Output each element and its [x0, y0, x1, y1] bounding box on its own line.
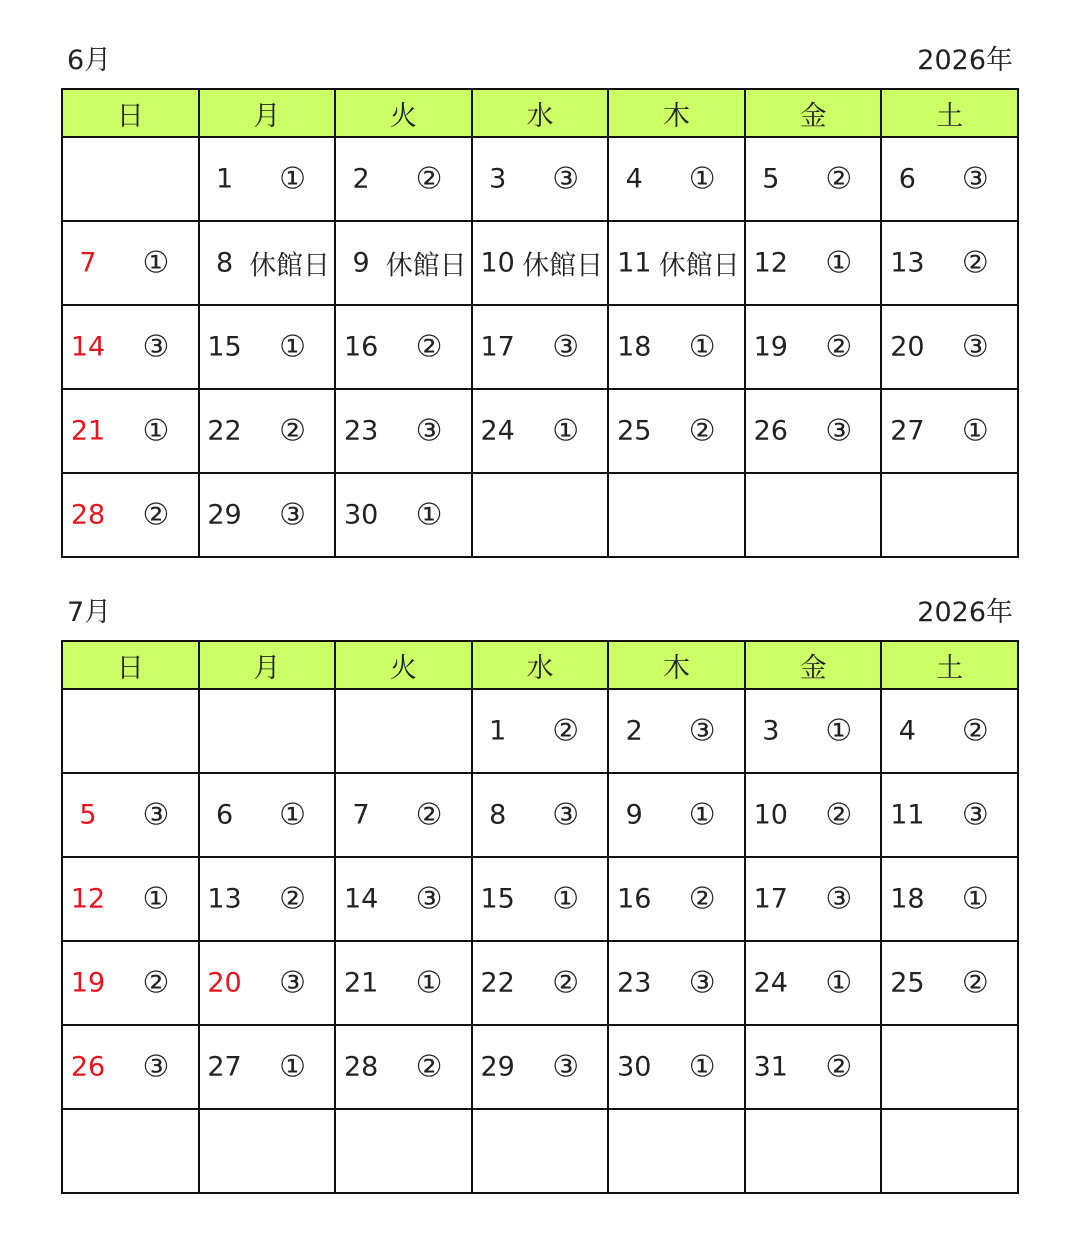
day-number: 14 [343, 883, 379, 915]
schedule-mark: ③ [279, 965, 307, 1001]
schedule-mark: ③ [552, 797, 580, 833]
day-number: 24 [480, 415, 515, 447]
schedule-mark: ② [825, 1049, 853, 1085]
schedule-mark: ③ [961, 797, 989, 833]
day-cell [881, 941, 1018, 1025]
day-number: 27 [207, 1051, 242, 1083]
day-cell [608, 473, 745, 557]
week-row [62, 1025, 1018, 1109]
month-label: 6月 [67, 45, 112, 76]
day-cell [608, 305, 745, 389]
day-number: 20 [890, 331, 925, 363]
day-cell [62, 473, 199, 557]
week-row [62, 473, 1018, 557]
weekday-label: 月 [199, 89, 336, 137]
day-cell [608, 941, 745, 1025]
day-cell [745, 137, 882, 221]
schedule-mark: ② [688, 413, 716, 449]
day-cell [335, 1109, 472, 1193]
day-cell [199, 389, 336, 473]
day-cell [199, 857, 336, 941]
day-number: 9 [625, 799, 643, 831]
schedule-mark: ③ [961, 329, 989, 365]
schedule-mark: ① [825, 713, 853, 749]
weekday-label: 土 [881, 89, 1018, 137]
day-number: 22 [480, 967, 515, 999]
day-cell [881, 1025, 1018, 1109]
day-number: 21 [343, 967, 379, 999]
schedule-mark: ② [961, 965, 989, 1001]
schedule-mark: ③ [415, 413, 443, 449]
schedule-mark: ③ [142, 1049, 170, 1085]
day-cell [335, 305, 472, 389]
schedule-mark: ② [415, 797, 443, 833]
day-number: 16 [343, 331, 379, 363]
day-cell [608, 773, 745, 857]
schedule-mark: ③ [825, 881, 853, 917]
schedule-mark: ② [142, 965, 170, 1001]
weekday-label: 水 [472, 641, 609, 689]
day-number: 11 [617, 247, 652, 279]
calendar-header [61, 44, 1019, 88]
day-cell [745, 389, 882, 473]
schedule-mark: ② [825, 161, 853, 197]
schedule-mark: ③ [688, 713, 716, 749]
day-number: 23 [343, 415, 379, 447]
day-number: 9 [352, 247, 370, 279]
day-number: 18 [617, 331, 652, 363]
day-number: 7 [352, 799, 370, 831]
year-label: 2026年 [917, 45, 1013, 76]
day-cell [608, 857, 745, 941]
day-number: 17 [753, 883, 788, 915]
day-number: 2 [352, 163, 370, 195]
day-cell [335, 773, 472, 857]
day-cell [745, 1025, 882, 1109]
day-number: 20 [207, 967, 242, 999]
day-number: 10 [480, 247, 515, 279]
schedule-mark: ① [961, 881, 989, 917]
day-cell [472, 473, 609, 557]
day-cell [881, 857, 1018, 941]
weekday-label: 木 [608, 641, 745, 689]
day-number: 18 [890, 883, 925, 915]
day-cell [472, 1025, 609, 1109]
day-cell [745, 773, 882, 857]
schedule-mark: ① [142, 413, 170, 449]
day-cell [472, 773, 609, 857]
weekday-header-row [62, 89, 1018, 137]
day-cell [608, 389, 745, 473]
day-number: 27 [890, 415, 925, 447]
day-cell [608, 137, 745, 221]
schedule-mark: ③ [552, 161, 580, 197]
schedule-mark: ③ [688, 965, 716, 1001]
day-cell [335, 473, 472, 557]
schedule-mark: ③ [415, 881, 443, 917]
calendar-june [61, 44, 1019, 558]
day-cell [62, 941, 199, 1025]
week-row [62, 221, 1018, 305]
day-cell [335, 137, 472, 221]
day-cell [608, 221, 745, 305]
schedule-mark: ① [688, 161, 716, 197]
day-cell [472, 857, 609, 941]
weekday-label: 土 [881, 641, 1018, 689]
schedule-mark: ① [825, 965, 853, 1001]
year-label: 2026年 [917, 597, 1013, 628]
day-number: 5 [79, 799, 97, 831]
day-cell [881, 221, 1018, 305]
schedule-mark: ② [961, 245, 989, 281]
schedule-mark: ③ [552, 329, 580, 365]
schedule-mark: ② [415, 329, 443, 365]
day-cell [881, 389, 1018, 473]
day-number: 12 [70, 883, 106, 915]
day-number: 30 [343, 499, 379, 531]
day-number: 29 [480, 1051, 515, 1083]
schedule-mark: ③ [279, 497, 307, 533]
day-number: 19 [70, 967, 106, 999]
day-cell [62, 137, 199, 221]
day-number: 19 [753, 331, 788, 363]
week-row [62, 857, 1018, 941]
day-number: 24 [753, 967, 788, 999]
day-cell [881, 1109, 1018, 1193]
day-cell [199, 473, 336, 557]
calendar-header [61, 596, 1019, 640]
day-cell [881, 137, 1018, 221]
schedule-mark: ① [552, 413, 580, 449]
weekday-header-row [62, 641, 1018, 689]
day-cell [199, 941, 336, 1025]
day-cell [881, 305, 1018, 389]
day-cell [608, 1109, 745, 1193]
day-cell [62, 221, 199, 305]
day-cell [62, 1109, 199, 1193]
day-cell [472, 137, 609, 221]
schedule-mark: ② [279, 881, 307, 917]
day-cell [335, 941, 472, 1025]
schedule-mark: ② [961, 713, 989, 749]
week-row [62, 137, 1018, 221]
weekday-label: 日 [62, 641, 199, 689]
day-number: 7 [79, 247, 97, 279]
day-cell [881, 473, 1018, 557]
day-number: 15 [207, 331, 242, 363]
day-number: 11 [890, 799, 925, 831]
day-number: 17 [480, 331, 515, 363]
day-number: 31 [753, 1051, 788, 1083]
schedule-mark: ② [279, 413, 307, 449]
day-cell [335, 221, 472, 305]
day-number: 8 [215, 247, 234, 279]
week-row [62, 305, 1018, 389]
schedule-mark: ① [142, 245, 170, 281]
day-cell [199, 1025, 336, 1109]
day-cell [472, 941, 609, 1025]
day-number: 13 [207, 883, 242, 915]
day-number: 28 [343, 1051, 379, 1083]
week-row [62, 389, 1018, 473]
weekday-label: 火 [335, 89, 472, 137]
weekday-label: 火 [335, 641, 472, 689]
schedule-mark: ② [142, 497, 170, 533]
day-cell [199, 137, 336, 221]
schedule-mark: ② [415, 1049, 443, 1085]
day-cell [745, 689, 882, 773]
schedule-mark: ① [415, 497, 443, 533]
calendar-grid [61, 88, 1019, 558]
week-row [62, 773, 1018, 857]
week-row [62, 941, 1018, 1025]
schedule-mark: ① [825, 245, 853, 281]
day-number: 25 [890, 967, 925, 999]
day-number: 5 [762, 163, 780, 195]
month-label: 7月 [67, 597, 112, 628]
day-number: 12 [753, 247, 788, 279]
day-cell [472, 1109, 609, 1193]
schedule-mark: ① [688, 329, 716, 365]
weekday-label: 月 [199, 641, 336, 689]
day-cell [881, 773, 1018, 857]
day-cell [335, 857, 472, 941]
schedule-mark: ③ [142, 797, 170, 833]
schedule-mark: ② [415, 161, 443, 197]
schedule-mark: ① [279, 329, 307, 365]
day-number: 26 [70, 1051, 106, 1083]
day-number: 8 [489, 799, 507, 831]
schedule-mark: ① [279, 1049, 307, 1085]
schedule-mark: ③ [961, 161, 989, 197]
day-number: 21 [70, 415, 106, 447]
day-number: 29 [207, 499, 242, 531]
weekday-label: 木 [608, 89, 745, 137]
day-cell [335, 689, 472, 773]
day-number: 2 [625, 715, 643, 747]
day-cell [199, 305, 336, 389]
day-cell [62, 305, 199, 389]
day-number: 13 [890, 247, 925, 279]
calendar-grid [61, 640, 1019, 1194]
schedule-mark: ③ [142, 329, 170, 365]
schedule-mark: ① [552, 881, 580, 917]
weekday-label: 金 [745, 89, 882, 137]
day-number: 16 [617, 883, 652, 915]
schedule-mark: ② [552, 965, 580, 1001]
day-cell [745, 473, 882, 557]
day-cell [608, 689, 745, 773]
day-number: 4 [898, 715, 916, 747]
day-cell [62, 773, 199, 857]
closed-day-label: 休館日 [249, 250, 331, 282]
schedule-mark: ② [552, 713, 580, 749]
schedule-mark: ① [279, 797, 307, 833]
closed-day-label: 休館日 [385, 250, 467, 282]
day-cell [745, 941, 882, 1025]
weekday-label: 金 [745, 641, 882, 689]
schedule-mark: ② [825, 797, 853, 833]
schedule-mark: ① [688, 797, 716, 833]
schedule-mark: ③ [825, 413, 853, 449]
week-row [62, 689, 1018, 773]
day-cell [335, 1025, 472, 1109]
day-cell [472, 221, 609, 305]
closed-day-label: 休館日 [658, 250, 740, 282]
day-cell [199, 773, 336, 857]
closed-day-label: 休館日 [522, 250, 604, 282]
day-cell [881, 689, 1018, 773]
schedule-mark: ③ [552, 1049, 580, 1085]
day-cell [199, 221, 336, 305]
day-number: 3 [489, 163, 507, 195]
day-number: 25 [617, 415, 652, 447]
schedule-mark: ① [688, 1049, 716, 1085]
day-number: 1 [489, 715, 507, 747]
day-number: 4 [625, 163, 643, 195]
schedule-mark: ① [142, 881, 170, 917]
schedule-mark: ① [279, 161, 307, 197]
day-cell [745, 221, 882, 305]
day-number: 26 [753, 415, 788, 447]
schedule-mark: ② [825, 329, 853, 365]
day-cell [62, 857, 199, 941]
day-number: 6 [898, 163, 916, 195]
day-cell [62, 389, 199, 473]
day-cell [199, 689, 336, 773]
day-number: 3 [762, 715, 780, 747]
day-cell [199, 1109, 336, 1193]
day-cell [62, 1025, 199, 1109]
schedule-mark: ② [688, 881, 716, 917]
day-cell [472, 689, 609, 773]
day-cell [335, 389, 472, 473]
weekday-label: 水 [472, 89, 609, 137]
day-number: 23 [617, 967, 652, 999]
weekday-label: 日 [62, 89, 199, 137]
day-number: 28 [70, 499, 106, 531]
day-cell [745, 1109, 882, 1193]
day-number: 1 [215, 163, 234, 195]
schedule-mark: ① [961, 413, 989, 449]
day-number: 14 [70, 331, 106, 363]
calendar-july [61, 596, 1019, 1194]
day-cell [608, 1025, 745, 1109]
day-cell [62, 689, 199, 773]
day-cell [745, 305, 882, 389]
day-cell [472, 305, 609, 389]
day-number: 6 [215, 799, 234, 831]
schedule-mark: ① [415, 965, 443, 1001]
day-cell [472, 389, 609, 473]
day-number: 22 [207, 415, 242, 447]
day-number: 10 [753, 799, 788, 831]
week-row [62, 1109, 1018, 1193]
day-number: 30 [617, 1051, 652, 1083]
day-number: 15 [480, 883, 515, 915]
day-cell [745, 857, 882, 941]
